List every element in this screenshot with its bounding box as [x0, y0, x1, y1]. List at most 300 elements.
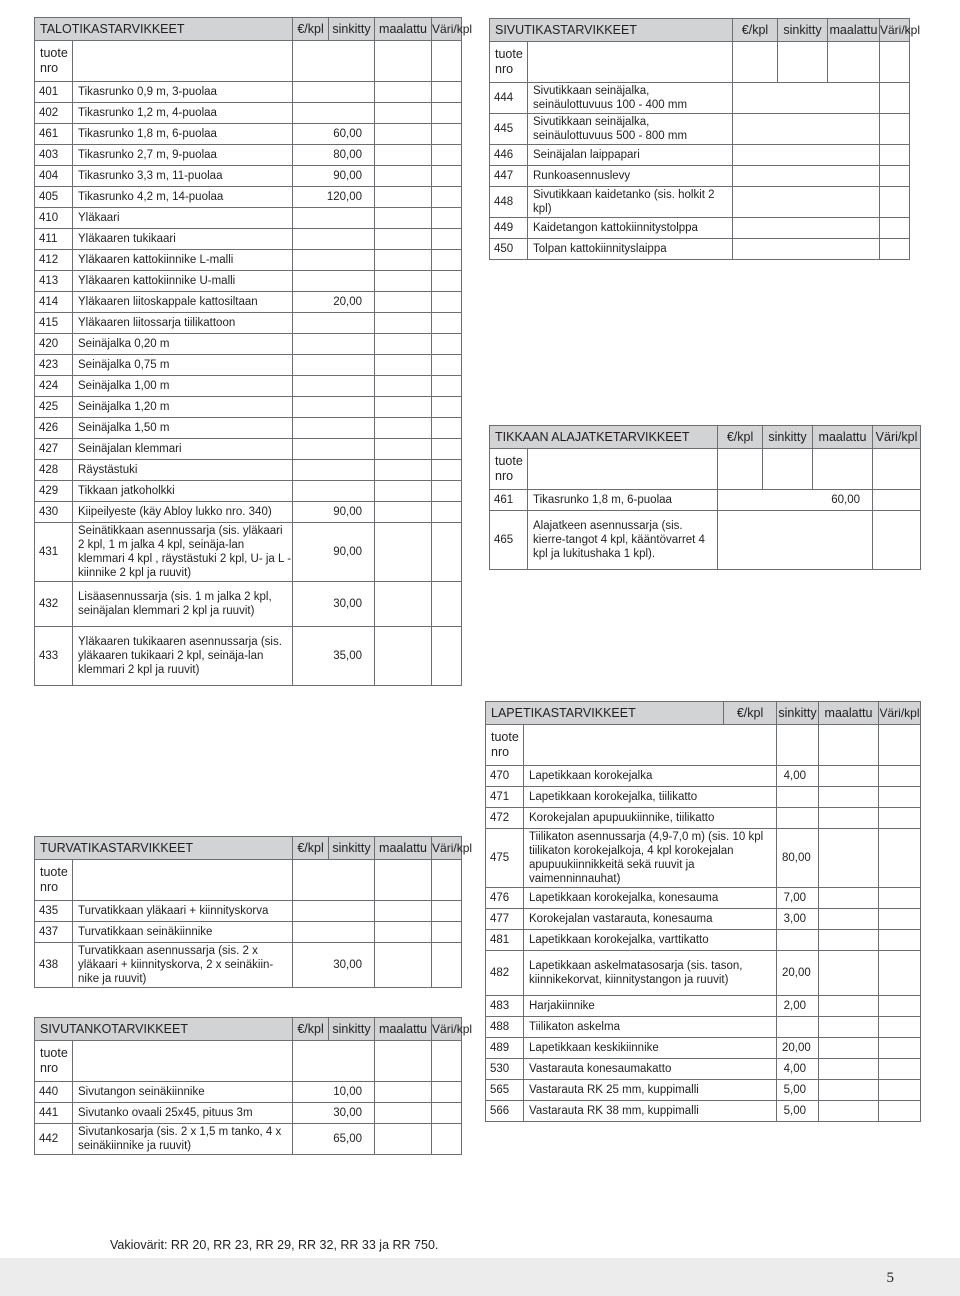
table-row [486, 787, 921, 808]
table-row [486, 1101, 921, 1122]
galvanized-cell [819, 787, 879, 808]
product-description: Tikasrunko 1,8 m, 6-puolaa [73, 124, 293, 145]
painted-cell [879, 766, 921, 787]
product-description: Sivutikkaan kaidetanko (sis. holkit 2 kpl) [528, 187, 733, 218]
product-number: 438 [35, 943, 73, 988]
painted-cell [879, 1059, 921, 1080]
product-description: Korokejalan apupuukiinnike, tiilikatto [524, 808, 777, 829]
color-price-cell [880, 145, 910, 166]
product-description: Lapetikkaan askelmatasosarja (sis. tason, kiinnikekorvat, kiinnitystangon ja ruuvit) [524, 951, 777, 996]
painted-cell [879, 1080, 921, 1101]
product-number: 476 [486, 888, 524, 909]
product-number: 482 [486, 951, 524, 996]
product-number: 447 [490, 166, 528, 187]
color-price-cell [432, 901, 462, 922]
painted-cell [879, 1038, 921, 1059]
product-number: 427 [35, 439, 73, 460]
talotikas-title: TALOTIKASTARVIKKEET [35, 18, 293, 41]
unit-price: 4,00 [777, 1059, 819, 1080]
color-price-cell [432, 355, 462, 376]
color-price-cell [432, 502, 462, 523]
painted-cell [879, 930, 921, 951]
color-price-cell [432, 292, 462, 313]
color-price-cell [432, 922, 462, 943]
unit-price [293, 250, 375, 271]
table-row [486, 808, 921, 829]
painted-cell [375, 313, 432, 334]
product-number: 565 [486, 1080, 524, 1101]
galvanized-cell [819, 1017, 879, 1038]
product-number-header: tuote nro [490, 449, 528, 490]
product-description: Yläkaaren tukikaaren asennussarja (sis. yläkaaren tukikaari 2 kpl, seinäja-lan klemmari 2 kpl ja ruuvit) [73, 627, 293, 686]
sivutanko-title: SIVUTANKOTARVIKKEET [35, 1018, 293, 1041]
color-price-cell [432, 124, 462, 145]
product-number: 424 [35, 376, 73, 397]
unit-price: 65,00 [293, 1124, 375, 1155]
color-price-cell [432, 1103, 462, 1124]
talotikas-table [34, 17, 473, 686]
product-number: 435 [35, 901, 73, 922]
unit-price [293, 208, 375, 229]
product-description: Seinäjalka 0,75 m [73, 355, 293, 376]
product-description: Yläkaaren kattokiinnike U-malli [73, 271, 293, 292]
table-row [35, 901, 462, 922]
product-description: Lapetikkaan korokejalka, varttikatto [524, 930, 777, 951]
painted-cell [375, 208, 432, 229]
product-description: Seinätikkaan asennussarja (sis. yläkaari 2 kpl, 1 m jalka 4 kpl, seinäja-lan klemmari 4 kpl , räystästuki 2 kpl, U- ja L -kiinnike 2 kpl ja ruuvit) [73, 523, 293, 582]
unit-price: 35,00 [293, 627, 375, 686]
product-number: 441 [35, 1103, 73, 1124]
table-row [35, 523, 462, 582]
unit-price: 3,00 [777, 909, 819, 930]
product-description: Kaidetangon kattokiinnitystolppa [528, 218, 733, 239]
product-number: 489 [486, 1038, 524, 1059]
product-number: 430 [35, 502, 73, 523]
color-price-cell [432, 271, 462, 292]
price-col-header: €/kpl [733, 19, 778, 42]
color-price-cell [432, 1124, 462, 1155]
unit-price [293, 103, 375, 124]
galvanized-col-header: sinkitty [778, 19, 828, 42]
table-row [35, 208, 462, 229]
table-row [490, 239, 910, 260]
painted-cell [879, 1017, 921, 1038]
product-description: Sivutikkaan seinäjalka, seinäulottuvuus 500 - 800 mm [528, 114, 733, 145]
product-description: Räystästuki [73, 460, 293, 481]
product-description: Vastarauta RK 38 mm, kuppimalli [524, 1101, 777, 1122]
table-row [35, 1124, 462, 1155]
painted-cell [375, 103, 432, 124]
product-description: Tikasrunko 1,8 m, 6-puolaa [528, 490, 718, 511]
table-row [490, 218, 910, 239]
unit-price: 90,00 [293, 523, 375, 582]
unit-price: 30,00 [293, 1103, 375, 1124]
color-price-cell [880, 83, 910, 114]
painted-cell [375, 943, 432, 988]
product-description: Seinäjalan klemmari [73, 439, 293, 460]
painted-cell [879, 1101, 921, 1122]
painted-cell [375, 418, 432, 439]
color-price-cell [880, 166, 910, 187]
product-number: 411 [35, 229, 73, 250]
turvatikas-title: TURVATIKASTARVIKKEET [35, 837, 293, 860]
unit-price [293, 229, 375, 250]
galvanized-col-header: sinkitty [329, 837, 375, 860]
galvanized-cell [819, 1038, 879, 1059]
product-description: Yläkaaren liitossarja tiilikattoon [73, 313, 293, 334]
product-description: Yläkaaren tukikaari [73, 229, 293, 250]
painted-cell [375, 229, 432, 250]
table-row [486, 1017, 921, 1038]
product-number: 446 [490, 145, 528, 166]
galvanized-col-header: sinkitty [763, 426, 813, 449]
product-description: Alajatkeen asennussarja (sis. kierre-tangot 4 kpl, kääntövarret 4 kpl ja lukitushaka 1 kpl). [528, 511, 718, 570]
product-number: 432 [35, 582, 73, 627]
painted-cell [375, 82, 432, 103]
painted-cell [375, 397, 432, 418]
unit-price: 90,00 [293, 502, 375, 523]
galvanized-col-header: sinkitty [329, 1018, 375, 1041]
product-number: 470 [486, 766, 524, 787]
product-number: 423 [35, 355, 73, 376]
color-price-cell [432, 208, 462, 229]
painted-cell [375, 166, 432, 187]
table-row [35, 397, 462, 418]
product-description: Lisäasennussarja (sis. 1 m jalka 2 kpl, seinäjalan klemmari 2 kpl ja ruuvit) [73, 582, 293, 627]
product-number: 477 [486, 909, 524, 930]
painted-cell [375, 187, 432, 208]
unit-price [293, 922, 375, 943]
unit-price: 90,00 [293, 166, 375, 187]
color-price-cell [432, 82, 462, 103]
galvanized-cell [819, 808, 879, 829]
product-description: Korokejalan vastarauta, konesauma [524, 909, 777, 930]
painted-cell [879, 829, 921, 888]
unit-price: 5,00 [777, 1101, 819, 1122]
painted-cell [375, 627, 432, 686]
product-description: Yläkaaren kattokiinnike L-malli [73, 250, 293, 271]
table-row [35, 250, 462, 271]
painted-cell [375, 145, 432, 166]
sivutanko-table [34, 1017, 473, 1155]
product-description: Sivutangon seinäkiinnike [73, 1082, 293, 1103]
product-number: 431 [35, 523, 73, 582]
table-row [486, 829, 921, 888]
product-description: Seinäjalka 1,20 m [73, 397, 293, 418]
unit-price: 80,00 [293, 145, 375, 166]
table-row [490, 166, 910, 187]
product-number-header: tuote nro [35, 41, 73, 82]
table-row [35, 460, 462, 481]
alajatke-table [489, 425, 921, 570]
product-number: 461 [490, 490, 528, 511]
product-description: Seinäjalka 1,00 m [73, 376, 293, 397]
product-description: Lapetikkaan korokejalka [524, 766, 777, 787]
product-description: Turvatikkaan asennussarja (sis. 2 x yläkaari + kiinnityskorva, 2 x seinäkiin-nike ja ruuvit) [73, 943, 293, 988]
turvatikas-table [34, 836, 473, 988]
table-row [35, 943, 462, 988]
color-price-cell [432, 166, 462, 187]
table-row [35, 334, 462, 355]
table-row [486, 996, 921, 1017]
product-number: 410 [35, 208, 73, 229]
product-number: 450 [490, 239, 528, 260]
table-row [490, 83, 910, 114]
galvanized-cell [819, 951, 879, 996]
product-description: Seinäjalka 1,50 m [73, 418, 293, 439]
color-price-cell [432, 943, 462, 988]
product-description: Tikasrunko 4,2 m, 14-puolaa [73, 187, 293, 208]
unit-price: 120,00 [293, 187, 375, 208]
unit-price: 7,00 [777, 888, 819, 909]
product-description: Tikasrunko 2,7 m, 9-puolaa [73, 145, 293, 166]
galvanized-cell [819, 829, 879, 888]
color-col-header: Väri/kpl [432, 18, 462, 41]
painted-cell [375, 1103, 432, 1124]
unit-price: 10,00 [293, 1082, 375, 1103]
table-row [486, 766, 921, 787]
table-row [486, 1080, 921, 1101]
galvanized-col-header: sinkitty [329, 18, 375, 41]
galvanized-cell [819, 1101, 879, 1122]
color-price-cell [432, 460, 462, 481]
painted-cell [375, 582, 432, 627]
product-number: 566 [486, 1101, 524, 1122]
unit-price [733, 83, 880, 114]
unit-price [293, 376, 375, 397]
color-price-cell [432, 582, 462, 627]
unit-price [293, 334, 375, 355]
unit-price [293, 439, 375, 460]
table-row [35, 627, 462, 686]
unit-price [777, 787, 819, 808]
lapetikas-table [485, 701, 921, 1122]
table-row [486, 1038, 921, 1059]
table-row [35, 1103, 462, 1124]
product-description: Tiilikaton asennussarja (4,9-7,0 m) (sis. 10 kpl tiilikaton korokejalkoja, 4 kpl korokejalan apupuukiinnikkeitä sekä ruuvit ja vaimenninnauhat) [524, 829, 777, 888]
price-col-header: €/kpl [718, 426, 763, 449]
product-number: 475 [486, 829, 524, 888]
unit-price [293, 481, 375, 502]
product-number: 483 [486, 996, 524, 1017]
product-number: 401 [35, 82, 73, 103]
table-row [35, 292, 462, 313]
color-price-cell [880, 114, 910, 145]
price-col-header: €/kpl [293, 837, 329, 860]
color-price-cell [432, 250, 462, 271]
sivutikas-title: SIVUTIKASTARVIKKEET [490, 19, 733, 42]
color-col-header: Väri/kpl [432, 837, 462, 860]
standard-colors-note: Vakiovärit: RR 20, RR 23, RR 29, RR 32, RR 33 ja RR 750. [110, 1238, 439, 1252]
table-row [486, 888, 921, 909]
unit-price [293, 460, 375, 481]
table-row [35, 103, 462, 124]
table-row [35, 166, 462, 187]
product-number-header: tuote nro [486, 725, 524, 766]
product-number: 428 [35, 460, 73, 481]
color-price-cell [880, 218, 910, 239]
product-description: Sivutanko ovaali 25x45, pituus 3m [73, 1103, 293, 1124]
product-description: Kiipeilyeste (käy Abloy lukko nro. 340) [73, 502, 293, 523]
table-row [35, 418, 462, 439]
color-price-cell [432, 481, 462, 502]
product-description: Tikasrunko 0,9 m, 3-puolaa [73, 82, 293, 103]
table-row [35, 355, 462, 376]
unit-price [293, 271, 375, 292]
unit-price [293, 397, 375, 418]
table-row [35, 124, 462, 145]
painted-col-header: maalattu [375, 1018, 432, 1041]
table-row [490, 114, 910, 145]
color-price-cell [873, 490, 921, 511]
product-number: 449 [490, 218, 528, 239]
product-description: Tikasrunko 1,2 m, 4-puolaa [73, 103, 293, 124]
painted-cell [879, 787, 921, 808]
color-price-cell [432, 187, 462, 208]
painted-cell [375, 1124, 432, 1155]
product-number: 425 [35, 397, 73, 418]
product-number: 461 [35, 124, 73, 145]
unit-price: 20,00 [293, 292, 375, 313]
product-description: Tiilikaton askelma [524, 1017, 777, 1038]
product-number-header: tuote nro [35, 860, 73, 901]
table-row [35, 582, 462, 627]
product-number: 465 [490, 511, 528, 570]
page-number: 5 [886, 1270, 894, 1286]
product-number: 444 [490, 83, 528, 114]
color-price-cell [432, 1082, 462, 1103]
galvanized-cell [819, 909, 879, 930]
galvanized-cell [819, 888, 879, 909]
product-number: 414 [35, 292, 73, 313]
product-description: Sivutikkaan seinäjalka, seinäulottuvuus 100 - 400 mm [528, 83, 733, 114]
color-col-header: Väri/kpl [432, 1018, 462, 1041]
unit-price [293, 313, 375, 334]
painted-cell [375, 1082, 432, 1103]
product-description: Turvatikkaan yläkaari + kiinnityskorva [73, 901, 293, 922]
unit-price [293, 82, 375, 103]
painted-cell [879, 996, 921, 1017]
table-row [35, 313, 462, 334]
unit-price: 30,00 [293, 943, 375, 988]
unit-price: 20,00 [777, 951, 819, 996]
unit-price [777, 1017, 819, 1038]
product-number-header: tuote nro [35, 1041, 73, 1082]
product-number-header: tuote nro [490, 42, 528, 83]
table-row [490, 145, 910, 166]
unit-price [733, 114, 880, 145]
painted-cell [375, 502, 432, 523]
table-row [35, 502, 462, 523]
product-number: 429 [35, 481, 73, 502]
painted-col-header: maalattu [375, 18, 432, 41]
painted-cell [375, 124, 432, 145]
product-description: Vastarauta konesaumakatto [524, 1059, 777, 1080]
color-price-cell [432, 418, 462, 439]
unit-price [718, 511, 873, 570]
product-description: Turvatikkaan seinäkiinnike [73, 922, 293, 943]
painted-cell [375, 250, 432, 271]
unit-price: 2,00 [777, 996, 819, 1017]
color-price-cell [432, 627, 462, 686]
painted-cell [879, 808, 921, 829]
painted-cell [375, 922, 432, 943]
product-description: Tikasrunko 3,3 m, 11-puolaa [73, 166, 293, 187]
galvanized-cell [819, 766, 879, 787]
table-row [35, 229, 462, 250]
painted-cell [375, 460, 432, 481]
color-price-cell [432, 397, 462, 418]
color-price-cell [432, 376, 462, 397]
unit-price: 80,00 [777, 829, 819, 888]
table-row [35, 1082, 462, 1103]
product-description: Sivutankosarja (sis. 2 x 1,5 m tanko, 4 x seinäkiinnike ja ruuvit) [73, 1124, 293, 1155]
product-number: 404 [35, 166, 73, 187]
lapetikas-title: LAPETIKASTARVIKKEET [486, 702, 724, 725]
color-price-cell [432, 523, 462, 582]
unit-price [293, 418, 375, 439]
product-description: Seinäjalka 0,20 m [73, 334, 293, 355]
page-footer-band [0, 1258, 960, 1296]
unit-price: 4,00 [777, 766, 819, 787]
product-description: Tikkaan jatkoholkki [73, 481, 293, 502]
galvanized-cell [819, 930, 879, 951]
unit-price: 30,00 [293, 582, 375, 627]
table-row [486, 951, 921, 996]
galvanized-cell [819, 1080, 879, 1101]
color-price-cell [873, 511, 921, 570]
product-number: 448 [490, 187, 528, 218]
unit-price: 60,00 [718, 490, 873, 511]
color-price-cell [432, 313, 462, 334]
product-description: Lapetikkaan korokejalka, konesauma [524, 888, 777, 909]
product-number: 481 [486, 930, 524, 951]
product-description: Lapetikkaan keskikiinnike [524, 1038, 777, 1059]
painted-col-header: maalattu [819, 702, 879, 725]
product-number: 412 [35, 250, 73, 271]
price-col-header: €/kpl [293, 1018, 329, 1041]
color-price-cell [432, 334, 462, 355]
painted-cell [375, 901, 432, 922]
painted-cell [375, 292, 432, 313]
painted-cell [879, 888, 921, 909]
table-row [35, 922, 462, 943]
galvanized-cell [819, 1059, 879, 1080]
product-number: 471 [486, 787, 524, 808]
unit-price [777, 930, 819, 951]
unit-price [733, 145, 880, 166]
painted-cell [375, 355, 432, 376]
table-row [35, 271, 462, 292]
unit-price: 5,00 [777, 1080, 819, 1101]
product-description: Lapetikkaan korokejalka, tiilikatto [524, 787, 777, 808]
product-number: 420 [35, 334, 73, 355]
unit-price [293, 355, 375, 376]
painted-cell [375, 523, 432, 582]
product-number: 413 [35, 271, 73, 292]
color-col-header: Väri/kpl [873, 426, 921, 449]
table-row [486, 1059, 921, 1080]
product-number: 403 [35, 145, 73, 166]
painted-cell [375, 271, 432, 292]
product-number: 402 [35, 103, 73, 124]
table-row [486, 930, 921, 951]
product-description: Harjakiinnike [524, 996, 777, 1017]
table-row [35, 376, 462, 397]
unit-price [777, 808, 819, 829]
table-row [490, 511, 921, 570]
sivutikas-table [489, 18, 921, 260]
